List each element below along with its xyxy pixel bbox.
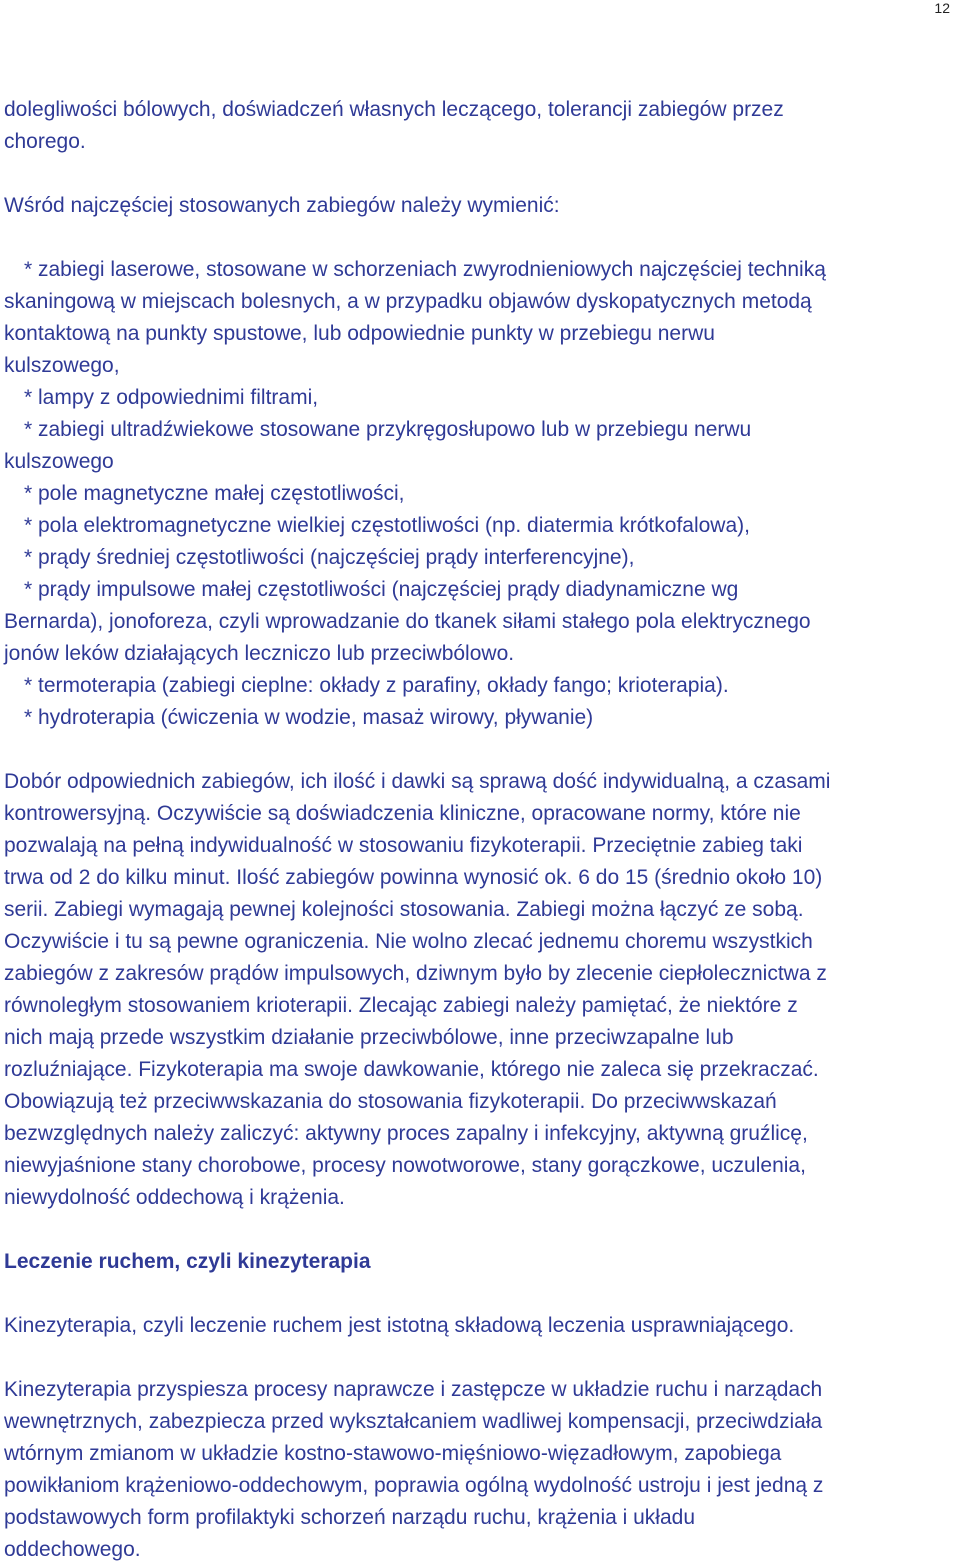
page-number: 12	[934, 0, 950, 16]
text-line: dolegliwości bólowych, doświadczeń własnych leczącego, tolerancji zabiegów przez	[4, 98, 784, 121]
list-item-continuation: skaningową w miejscach bolesnych, a w przypadku objawów dyskopatycznych metodą	[4, 290, 812, 313]
text-line: serii. Zabiegi wymagają pewnej kolejności stosowania. Zabiegi można łączyć ze sobą.	[4, 898, 804, 921]
text-line: niewydolność oddechową i krążenia.	[4, 1186, 345, 1209]
text-line: podstawowych form profilaktyki schorzeń narządu ruchu, krążenia i układu	[4, 1506, 696, 1529]
paragraph-dosage	[4, 766, 956, 1214]
list-item: * prądy impulsowe małej częstotliwości (najczęściej prądy diadynamiczne wg	[24, 578, 739, 601]
list-item: * termoterapia (zabiegi cieplne: okłady z parafiny, okłady fango; krioterapia).	[24, 674, 729, 697]
spacer	[4, 734, 956, 766]
spacer	[4, 222, 956, 254]
text-line: bezwzględnych należy zaliczyć: aktywny proces zapalny i infekcyjny, aktywną gruźlicę,	[4, 1122, 808, 1145]
text-line: nich mają przede wszystkim działanie przeciwbólowe, inne przeciwzapalne lub	[4, 1026, 734, 1049]
paragraph-kinesiotherapy-definition	[4, 1310, 956, 1342]
list-item: * pole magnetyczne małej częstotliwości,	[24, 482, 405, 505]
text-line: wtórnym zmianom w układzie kostno-stawowo-mięśniowo-więzadłowym, zapobiega	[4, 1442, 782, 1465]
section-heading: Leczenie ruchem, czyli kinezyterapia	[4, 1250, 371, 1273]
text-line: wewnętrznych, zabezpiecza przed wykształcaniem wadliwej kompensacji, przeciwdziała	[4, 1410, 823, 1433]
list-item: * prądy średniej częstotliwości (najczęściej prądy interferencyjne),	[24, 546, 635, 569]
text-line: kontrowersyjną. Oczywiście są doświadczenia kliniczne, opracowane normy, które nie	[4, 802, 801, 825]
document-body	[4, 94, 956, 1566]
spacer	[4, 1214, 956, 1246]
list-item-continuation: kontaktową na punkty spustowe, lub odpowiednie punkty w przebiegu nerwu	[4, 322, 715, 345]
text-line: Kinezyterapia przyspiesza procesy naprawcze i zastępcze w układzie ruchu i narządach	[4, 1378, 823, 1401]
list-item: * hydroterapia (ćwiczenia w wodzie, masaż wirowy, pływanie)	[24, 706, 594, 729]
text-line: Kinezyterapia, czyli leczenie ruchem jest istotną składową leczenia usprawniającego.	[4, 1314, 795, 1337]
text-line: Obowiązują też przeciwwskazania do stosowania fizykoterapii. Do przeciwwskazań	[4, 1090, 777, 1113]
list-item-continuation: kulszowego	[4, 450, 114, 473]
list-intro: Wśród najczęściej stosowanych zabiegów należy wymienić:	[4, 194, 560, 217]
text-line: Oczywiście i tu są pewne ograniczenia. Nie wolno zlecać jednemu choremu wszystkich	[4, 930, 813, 953]
paragraph-intro	[4, 94, 956, 158]
text-line: chorego.	[4, 130, 86, 153]
text-line: rozluźniające. Fizykoterapia ma swoje dawkowanie, którego nie zaleca się przekraczać.	[4, 1058, 819, 1081]
spacer	[4, 158, 956, 190]
spacer	[4, 1342, 956, 1374]
text-line: niewyjaśnione stany chorobowe, procesy nowotworowe, stany gorączkowe, uczulenia,	[4, 1154, 806, 1177]
text-line: Dobór odpowiednich zabiegów, ich ilość i dawki są sprawą dość indywidualną, a czasami	[4, 770, 831, 793]
text-line: oddechowego.	[4, 1538, 141, 1561]
list-item: * zabiegi ultradźwiekowe stosowane przykręgosłupowo lub w przebiegu nerwu	[24, 418, 752, 441]
paragraph-kinesiotherapy-benefits	[4, 1374, 956, 1566]
spacer	[4, 1278, 956, 1310]
list-item: * pola elektromagnetyczne wielkiej częstotliwości (np. diatermia krótkofalowa),	[24, 514, 750, 537]
list-item-continuation: Bernarda), jonoforeza, czyli wprowadzanie do tkanek siłami stałego pola elektrycznego	[4, 610, 811, 633]
list-item: * zabiegi laserowe, stosowane w schorzeniach zwyrodnieniowych najczęściej techniką	[24, 258, 826, 281]
text-line: pozwalają na pełną indywidualność w stosowaniu fizykoterapii. Przeciętnie zabieg taki	[4, 834, 803, 857]
list-item: * lampy z odpowiednimi filtrami,	[24, 386, 319, 409]
text-line: trwa od 2 do kilku minut. Ilość zabiegów powinna wynosić ok. 6 do 15 (średnio około 10)	[4, 866, 823, 889]
list-item-continuation: kulszowego,	[4, 354, 120, 377]
list-item-continuation: jonów leków działających leczniczo lub przeciwbólowo.	[4, 642, 515, 665]
treatment-list	[4, 190, 956, 734]
text-line: równoległym stosowaniem krioterapii. Zlecając zabiegi należy pamiętać, że niektóre z	[4, 994, 798, 1017]
text-line: powikłaniom krążeniowo-oddechowym, poprawia ogólną wydolność ustroju i jest jedną z	[4, 1474, 824, 1497]
text-line: zabiegów z zakresów prądów impulsowych, dziwnym było by zlecenie ciepłolecznictwa z	[4, 962, 827, 985]
